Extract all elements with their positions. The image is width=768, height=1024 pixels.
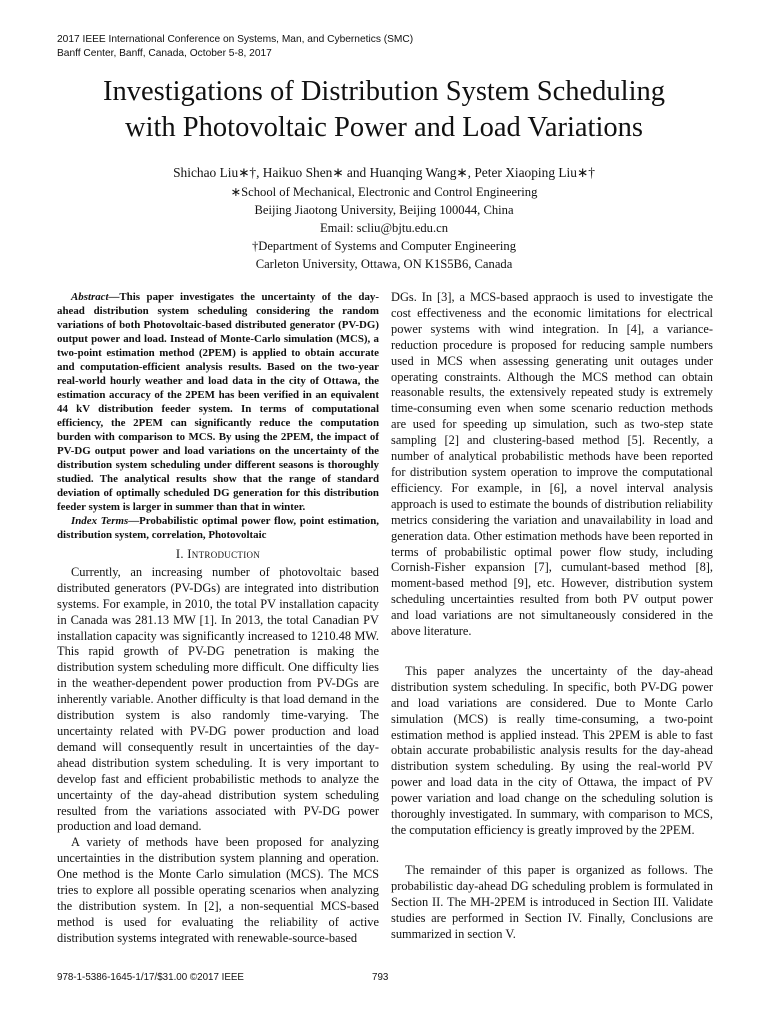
intro-paragraph-5: The remainder of this paper is organized as follows. The probabilistic day-ahead DG scheduling problem is formulated in Section II. The MH-2PEM is introduced in Section III. Validate studies are performed in Section IV. Finally, Conclusions are summarized in section V. (391, 862, 713, 941)
left-column (57, 290, 379, 947)
intro-paragraph-3: DGs. In [3], a MCS-based appraoch is used to investigate the cost effectiveness and the economic limitations for electrical power systems with wind integration. In [4], a variance-reduction procedure is proposed for reducing sample numbers used in MCS when assessing generating unit outages under operating constraints. Although the MCS method can obtain reasonable results, the extensively repeated study is extremely time-consuming even when some scenario reduction methods are used for speeding up simulation, such as two-step state sampling [2] and clustering-based method [5]. Recently, a number of analytical probabilistic methods have been reported for distribution system operation to improve the computational efficiency. For example, in [6], a novel interval analysis approach is used to estimate the bounds of distribution reliability metrics considering the variation and unavailability in load and generation data. Other estimation methods have been reported in terms of probabilistic optimal power flow study, including Cornish-Fisher expansion [7], cumulant-based method [8], moment-based method [9], etc. However, distribution system scheduling uncertainties resulted from both PV output power and load variations are not simultaneously considered in the above literature. (391, 290, 713, 639)
abstract (57, 290, 379, 514)
paper-title (40, 74, 728, 146)
paper-title-line-2: with Photovoltaic Power and Load Variations (125, 112, 643, 143)
conference-name: 2017 IEEE International Conference on Systems, Man, and Cybernetics (SMC) (57, 34, 414, 45)
paragraph-gap (391, 839, 713, 863)
affiliation-2-address: Carleton University, Ottawa, ON K1S5B6, Canada (255, 257, 513, 272)
conference-header (57, 33, 413, 60)
conference-location: Banff Center, Banff, Canada, October 5-8, 2017 (57, 47, 272, 59)
index-terms-label: Index Terms (71, 515, 129, 527)
page-number: 793 (372, 972, 389, 983)
author-block (40, 163, 728, 274)
abstract-label: Abstract (71, 291, 109, 303)
right-column (391, 290, 713, 942)
intro-paragraph-2: A variety of methods have been proposed for analyzing uncertainties in the distribution system planning and operation. One method is the Monte Carlo simulation (MCS). The MCS tries to explore all possible operating scenarios when analyzing the distribution system. In [2], a non-sequential MCS-based method is used for evaluating the reliability of active distribution systems integrated with renewable-source-based (57, 835, 379, 945)
abstract-text: —This paper investigates the uncertainty of the day-ahead distribution system scheduling considering the random variations of both Photovoltaic-based distributed generator (PV-DG) output power and load. Instead of Monte-Carlo simulation (MCS), a two-point estimation method (2PEM) is applied to obtain accurate and computation-efficient analysis results. Based on the two-year real-world hourly weather and load data in the city of Ottawa, the estimation accuracy of the 2PEM has been verified in an equivalent 44 kV distribution feeder system. In terms of computational efficiency, the 2PEM can significantly reduce the computation burden with comparison to MCS. By using the 2PEM, the impact of PV-DG output power and load variations on the uncertainty of the distribution system scheduling under different seasons is thoroughly studied. The analytical results show that the range of standard deviation of optimally scheduled DG generation for this distribution feeder system is larger in summer than that in winter. (57, 291, 379, 513)
affiliation-1: ∗School of Mechanical, Electronic and Control Engineering (230, 184, 538, 199)
intro-paragraph-4: This paper analyzes the uncertainty of the day-ahead distribution system scheduling. In specific, both PV-DG power and load variations are considered. Due to Monte Carlo simulation (MCS) is really time-consuming, a two-point estimation method is applied instead. This 2PEM is able to fast obtain accurate probabilistic analysis results for the day-ahead distribution system scheduling. By using the real-world PV power and load data in the city of Ottawa, the impact of PV power variation and load change on the scheduling solution is thoroughly investigated. In summary, with comparison to MCS, the computation efficiency is greatly improved by the 2PEM. (391, 663, 713, 837)
index-terms (57, 514, 379, 542)
section-heading-introduction: I. Introduction (175, 547, 261, 561)
author-names: Shichao Liu∗†, Haikuo Shen∗ and Huanqing Wang∗, Peter Xiaoping Liu∗† (173, 165, 595, 180)
paragraph-gap (391, 640, 713, 664)
index-terms-text: —Probabilistic optimal power flow, point estimation, distribution system, correlation, Photovoltaic (57, 515, 379, 541)
copyright-notice: 978-1-5386-1645-1/17/$31.00 ©2017 IEEE (57, 972, 244, 983)
affiliation-2: †Department of Systems and Computer Engineering (251, 239, 517, 254)
author-email: Email: scliu@bjtu.edu.cn (319, 220, 449, 235)
paper-title-line-1: Investigations of Distribution System Scheduling (102, 76, 666, 107)
intro-paragraph-1: Currently, an increasing number of photovoltaic based distributed generators (PV-DGs) are integrated into distribution systems. For example, in 2010, the total PV installation capacity in Canada was 281.13 MW [1]. In 2013, the total Canadian PV installation capacity was significantly increased to 1210.48 MW. This rapid growth of PV-DG penetration is making the distribution system scheduling more difficult. One difficulty lies in the weather-dependent power production from PV-DGs are inherently variable. Another difficulty is that load demand in the distribution system is also randomly time-varying. The uncertainty related with PV-DG power production and load demand will consequently result in uncertainties of the day-ahead distribution system scheduling. It is very important to develop fast and efficient probabilistic methods to analyze the uncertainty of the day-ahead distribution system scheduling resulted from the variations associated with PV-DG power production and load demand. (57, 564, 379, 834)
affiliation-1-address: Beijing Jiaotong University, Beijing 100044, China (254, 202, 514, 217)
